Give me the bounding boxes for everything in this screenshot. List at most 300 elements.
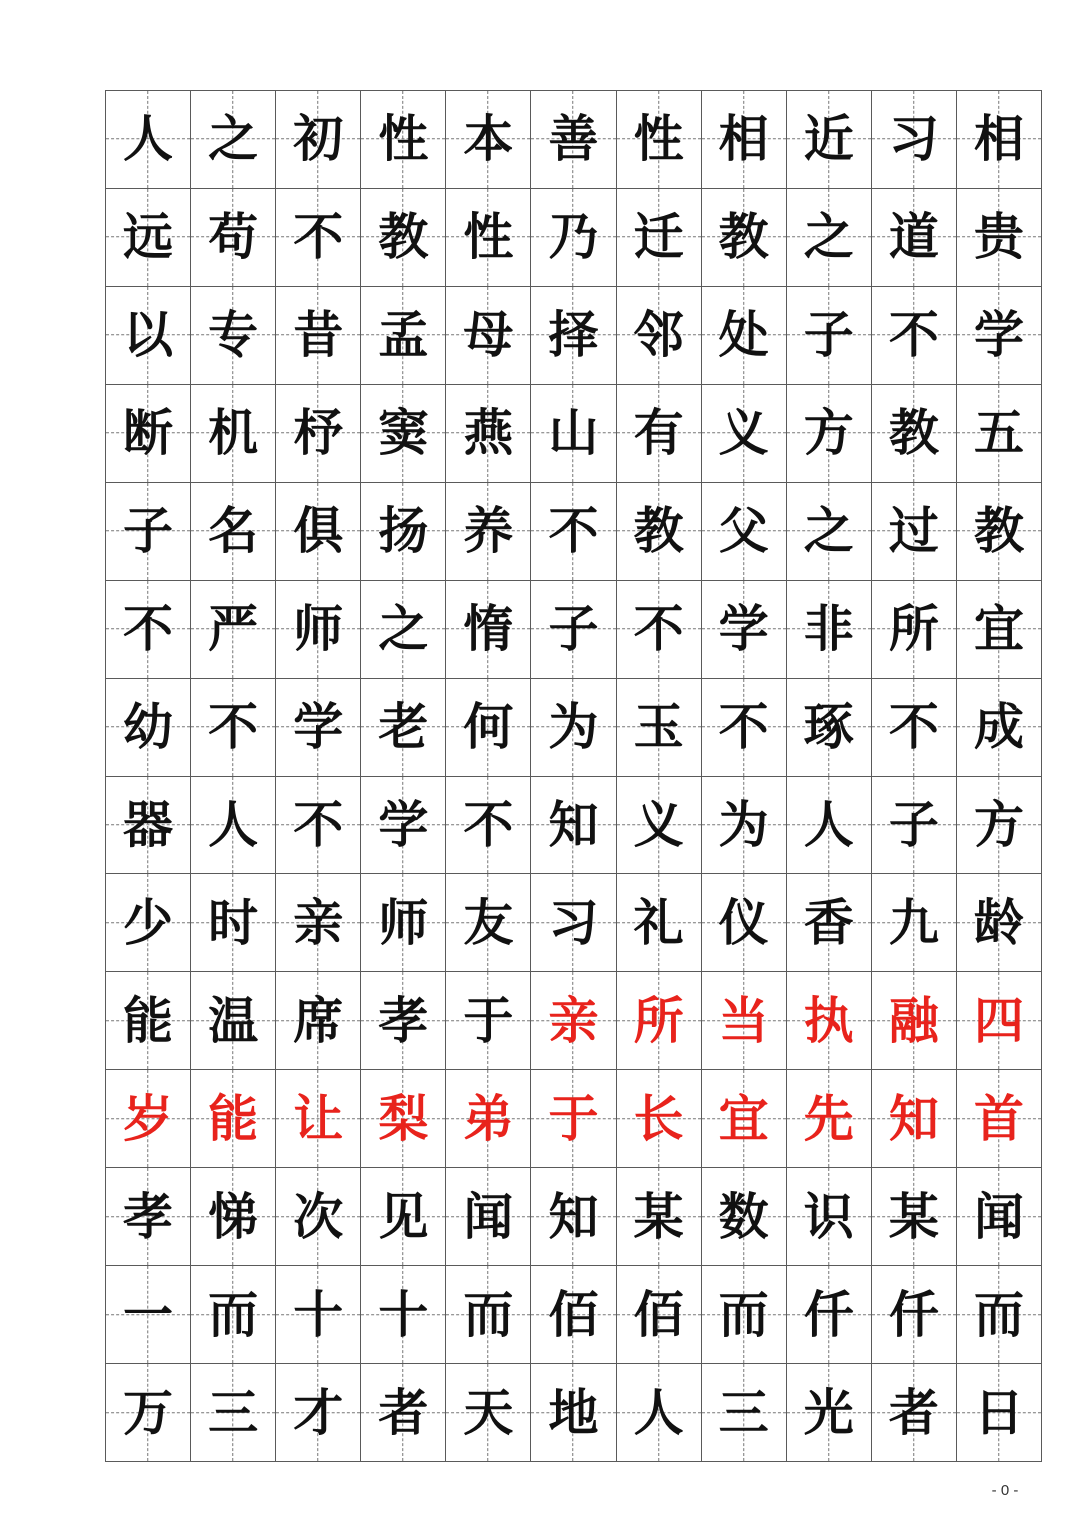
highlighted-character: 亲	[548, 990, 599, 1050]
grid-cell	[446, 581, 531, 679]
character: 母	[463, 305, 514, 365]
character: 知	[548, 1186, 599, 1246]
grid-cell	[361, 581, 446, 679]
grid-cell	[957, 679, 1042, 777]
grid-cell	[531, 91, 616, 189]
grid-cell	[787, 581, 872, 679]
grid-cell	[617, 483, 702, 581]
grid-cell	[276, 679, 361, 777]
character: 相	[973, 109, 1024, 169]
grid-cell	[787, 91, 872, 189]
character: 不	[888, 305, 939, 365]
grid-cell	[106, 581, 191, 679]
character: 天	[463, 1382, 514, 1442]
character: 学	[973, 305, 1024, 365]
grid-cell	[276, 287, 361, 385]
character: 养	[463, 501, 514, 561]
page-number: - 0 -	[991, 1482, 1019, 1499]
character: 不	[208, 697, 259, 757]
character: 师	[378, 892, 429, 952]
character: 性	[633, 109, 684, 169]
character: 义	[718, 403, 769, 463]
character: 扬	[378, 501, 429, 561]
character: 少	[123, 892, 174, 952]
grid-cell	[872, 1168, 957, 1266]
character: 十	[378, 1284, 429, 1344]
character: 某	[633, 1186, 684, 1246]
grid-cell	[787, 483, 872, 581]
character: 亲	[293, 892, 344, 952]
character: 于	[463, 990, 514, 1050]
grid-cell	[276, 1070, 361, 1168]
grid-cell	[361, 1168, 446, 1266]
character: 光	[803, 1382, 854, 1442]
character: 性	[378, 109, 429, 169]
character: 仟	[803, 1284, 854, 1344]
character: 有	[633, 403, 684, 463]
grid-cell	[531, 287, 616, 385]
character: 子	[803, 305, 854, 365]
highlighted-character: 宜	[718, 1088, 769, 1148]
character: 成	[973, 697, 1024, 757]
grid-cell	[361, 777, 446, 875]
grid-cell	[617, 1168, 702, 1266]
grid-cell	[361, 1266, 446, 1364]
grid-cell	[957, 91, 1042, 189]
character: 席	[293, 990, 344, 1050]
grid-cell	[872, 385, 957, 483]
character: 所	[888, 599, 939, 659]
grid-cell	[702, 1070, 787, 1168]
character: 俱	[293, 501, 344, 561]
grid-cell	[957, 385, 1042, 483]
grid-cell	[106, 1070, 191, 1168]
grid-cell	[787, 1168, 872, 1266]
character: 严	[208, 599, 259, 659]
grid-cell	[957, 1364, 1042, 1462]
character: 相	[718, 109, 769, 169]
character: 地	[548, 1382, 599, 1442]
character: 初	[293, 109, 344, 169]
highlighted-character: 融	[888, 990, 939, 1050]
highlighted-character: 四	[973, 990, 1024, 1050]
grid-cell	[191, 777, 276, 875]
grid-cell	[106, 189, 191, 287]
grid-cell	[106, 483, 191, 581]
character: 习	[548, 892, 599, 952]
character: 十	[293, 1284, 344, 1344]
grid-cell	[531, 874, 616, 972]
highlighted-character: 梨	[378, 1088, 429, 1148]
character: 友	[463, 892, 514, 952]
grid-cell	[787, 385, 872, 483]
character: 近	[803, 109, 854, 169]
grid-cell	[702, 874, 787, 972]
character: 本	[463, 109, 514, 169]
grid-cell	[191, 189, 276, 287]
grid-cell	[872, 287, 957, 385]
grid-cell	[191, 287, 276, 385]
character: 日	[973, 1382, 1024, 1442]
highlighted-character: 先	[803, 1088, 854, 1148]
grid-cell	[361, 483, 446, 581]
character: 教	[718, 207, 769, 267]
character: 师	[293, 599, 344, 659]
grid-cell	[276, 874, 361, 972]
grid-cell	[446, 972, 531, 1070]
character: 名	[208, 501, 259, 561]
character: 数	[718, 1186, 769, 1246]
grid-cell	[361, 972, 446, 1070]
character: 窦	[378, 403, 429, 463]
character: 性	[463, 207, 514, 267]
highlighted-character: 弟	[463, 1088, 514, 1148]
character: 次	[293, 1186, 344, 1246]
character: 之	[378, 599, 429, 659]
character: 苟	[208, 207, 259, 267]
grid-cell	[531, 1070, 616, 1168]
grid-cell	[617, 1070, 702, 1168]
character: 子	[123, 501, 174, 561]
character: 山	[548, 403, 599, 463]
character: 学	[378, 794, 429, 854]
character: 五	[973, 403, 1024, 463]
grid-cell	[276, 189, 361, 287]
character: 老	[378, 697, 429, 757]
character: 仟	[888, 1284, 939, 1344]
grid-cell	[957, 1070, 1042, 1168]
grid-cell	[446, 1168, 531, 1266]
grid-cell	[276, 91, 361, 189]
grid-cell	[702, 581, 787, 679]
character: 才	[293, 1382, 344, 1442]
character: 时	[208, 892, 259, 952]
character: 处	[718, 305, 769, 365]
highlighted-character: 于	[548, 1088, 599, 1148]
grid-cell	[531, 1364, 616, 1462]
character: 者	[888, 1382, 939, 1442]
character: 择	[548, 305, 599, 365]
grid-cell	[957, 972, 1042, 1070]
character: 知	[548, 794, 599, 854]
character: 教	[633, 501, 684, 561]
character: 之	[803, 501, 854, 561]
grid-cell	[361, 679, 446, 777]
character: 惰	[463, 599, 514, 659]
grid-cell	[617, 874, 702, 972]
character: 习	[888, 109, 939, 169]
grid-cell	[191, 874, 276, 972]
character: 闻	[973, 1186, 1024, 1246]
character: 不	[633, 599, 684, 659]
character: 不	[718, 697, 769, 757]
grid-cell	[531, 483, 616, 581]
grid-cell	[191, 1168, 276, 1266]
grid-cell	[702, 1168, 787, 1266]
character: 者	[378, 1382, 429, 1442]
character: 不	[888, 697, 939, 757]
grid-cell	[191, 679, 276, 777]
grid-cell	[106, 1266, 191, 1364]
highlighted-character: 能	[208, 1088, 259, 1148]
character: 宜	[973, 599, 1024, 659]
grid-cell	[191, 1364, 276, 1462]
grid-cell	[106, 972, 191, 1070]
grid-cell	[787, 287, 872, 385]
character: 礼	[633, 892, 684, 952]
grid-cell	[106, 777, 191, 875]
grid-cell	[446, 91, 531, 189]
character: 仪	[718, 892, 769, 952]
grid-cell	[872, 189, 957, 287]
grid-cell	[957, 1168, 1042, 1266]
character: 义	[633, 794, 684, 854]
character: 机	[208, 403, 259, 463]
grid-cell	[531, 679, 616, 777]
grid-cell	[957, 874, 1042, 972]
grid-cell	[361, 189, 446, 287]
highlighted-character: 首	[973, 1088, 1024, 1148]
grid-cell	[106, 91, 191, 189]
character: 而	[718, 1284, 769, 1344]
grid-cell	[787, 777, 872, 875]
grid-cell	[617, 581, 702, 679]
grid-cell	[702, 1364, 787, 1462]
grid-cell	[617, 972, 702, 1070]
highlighted-character: 执	[803, 990, 854, 1050]
grid-cell	[191, 385, 276, 483]
character: 方	[973, 794, 1024, 854]
character: 闻	[463, 1186, 514, 1246]
grid-cell	[872, 581, 957, 679]
character: 佰	[633, 1284, 684, 1344]
grid-cell	[702, 483, 787, 581]
character: 善	[548, 109, 599, 169]
character: 教	[378, 207, 429, 267]
character: 不	[123, 599, 174, 659]
character: 龄	[973, 892, 1024, 952]
character: 燕	[463, 403, 514, 463]
grid-cell	[191, 581, 276, 679]
character: 乃	[548, 207, 599, 267]
grid-cell	[787, 679, 872, 777]
grid-cell	[872, 1364, 957, 1462]
grid-cell	[276, 385, 361, 483]
grid-cell	[361, 1070, 446, 1168]
grid-cell	[276, 581, 361, 679]
grid-cell	[617, 679, 702, 777]
grid-cell	[446, 679, 531, 777]
grid-cell	[191, 972, 276, 1070]
grid-cell	[617, 385, 702, 483]
character: 佰	[548, 1284, 599, 1344]
grid-cell	[617, 1266, 702, 1364]
character: 玉	[633, 697, 684, 757]
grid-cell	[702, 1266, 787, 1364]
character: 昔	[293, 305, 344, 365]
character: 三	[208, 1382, 259, 1442]
grid-cell	[106, 1364, 191, 1462]
character: 识	[803, 1186, 854, 1246]
character: 能	[123, 990, 174, 1050]
grid-cell	[702, 91, 787, 189]
character: 而	[463, 1284, 514, 1344]
grid-cell	[446, 1266, 531, 1364]
grid-cell	[702, 777, 787, 875]
character: 人	[208, 794, 259, 854]
grid-cell	[276, 483, 361, 581]
character: 迁	[633, 207, 684, 267]
highlighted-character: 长	[633, 1088, 684, 1148]
grid-cell	[276, 1266, 361, 1364]
character: 子	[548, 599, 599, 659]
grid-cell	[446, 287, 531, 385]
grid-cell	[617, 189, 702, 287]
character: 悌	[208, 1186, 259, 1246]
highlighted-character: 知	[888, 1088, 939, 1148]
character: 专	[208, 305, 259, 365]
highlighted-character: 岁	[123, 1088, 174, 1148]
character: 不	[463, 794, 514, 854]
character: 邻	[633, 305, 684, 365]
grid-cell	[702, 385, 787, 483]
grid-cell	[957, 189, 1042, 287]
grid-cell	[787, 189, 872, 287]
grid-cell	[446, 483, 531, 581]
highlighted-character: 所	[633, 990, 684, 1050]
character: 远	[123, 207, 174, 267]
grid-cell	[531, 385, 616, 483]
grid-cell	[702, 972, 787, 1070]
character: 贵	[973, 207, 1024, 267]
character: 人	[803, 794, 854, 854]
character: 教	[973, 501, 1024, 561]
character: 道	[888, 207, 939, 267]
grid-cell	[106, 874, 191, 972]
grid-cell	[531, 777, 616, 875]
grid-cell	[361, 287, 446, 385]
grid-cell	[106, 287, 191, 385]
character: 见	[378, 1186, 429, 1246]
character: 一	[123, 1284, 174, 1344]
grid-cell	[872, 91, 957, 189]
character: 某	[888, 1186, 939, 1246]
grid-cell	[191, 91, 276, 189]
grid-cell	[872, 679, 957, 777]
grid-cell	[617, 287, 702, 385]
character: 九	[888, 892, 939, 952]
character: 琢	[803, 697, 854, 757]
character: 何	[463, 697, 514, 757]
grid-cell	[276, 972, 361, 1070]
grid-cell	[787, 874, 872, 972]
grid-cell	[361, 385, 446, 483]
grid-cell	[191, 1266, 276, 1364]
character: 而	[208, 1284, 259, 1344]
grid-cell	[787, 972, 872, 1070]
grid-cell	[446, 385, 531, 483]
character: 不	[293, 207, 344, 267]
grid-cell	[276, 777, 361, 875]
grid-cell	[872, 483, 957, 581]
grid-cell	[446, 1070, 531, 1168]
character: 香	[803, 892, 854, 952]
character: 不	[548, 501, 599, 561]
grid-cell	[531, 581, 616, 679]
grid-cell	[361, 874, 446, 972]
grid-cell	[106, 1168, 191, 1266]
character: 孝	[123, 1186, 174, 1246]
character: 三	[718, 1382, 769, 1442]
character: 之	[803, 207, 854, 267]
grid-cell	[446, 874, 531, 972]
character: 人	[123, 109, 174, 169]
character: 为	[718, 794, 769, 854]
grid-cell	[446, 777, 531, 875]
grid-cell	[191, 1070, 276, 1168]
character: 学	[718, 599, 769, 659]
character: 教	[888, 403, 939, 463]
grid-cell	[191, 483, 276, 581]
character: 以	[123, 305, 174, 365]
grid-cell	[617, 1364, 702, 1462]
grid-cell	[617, 777, 702, 875]
grid-cell	[872, 1070, 957, 1168]
character: 幼	[123, 697, 174, 757]
grid-cell	[702, 679, 787, 777]
grid-cell	[787, 1266, 872, 1364]
grid-cell	[957, 287, 1042, 385]
character: 杼	[293, 403, 344, 463]
character: 温	[208, 990, 259, 1050]
grid-cell	[531, 1168, 616, 1266]
grid-cell	[872, 1266, 957, 1364]
grid-cell	[787, 1070, 872, 1168]
character: 为	[548, 697, 599, 757]
grid-cell	[957, 483, 1042, 581]
grid-cell	[361, 91, 446, 189]
character: 父	[718, 501, 769, 561]
character: 孟	[378, 305, 429, 365]
grid-cell	[957, 777, 1042, 875]
character: 学	[293, 697, 344, 757]
grid-cell	[957, 1266, 1042, 1364]
character: 不	[293, 794, 344, 854]
grid-cell	[361, 1364, 446, 1462]
grid-cell	[787, 1364, 872, 1462]
grid-cell	[446, 189, 531, 287]
grid-cell	[957, 581, 1042, 679]
grid-cell	[531, 1266, 616, 1364]
grid-cell	[702, 287, 787, 385]
grid-cell	[617, 91, 702, 189]
grid-cell	[276, 1364, 361, 1462]
character: 器	[123, 794, 174, 854]
character: 非	[803, 599, 854, 659]
grid-cell	[702, 189, 787, 287]
grid-cell	[531, 972, 616, 1070]
grid-cell	[106, 679, 191, 777]
character-grid	[105, 90, 1042, 1462]
character: 人	[633, 1382, 684, 1442]
grid-cell	[106, 385, 191, 483]
grid-cell	[872, 777, 957, 875]
character: 万	[123, 1382, 174, 1442]
grid-cell	[872, 972, 957, 1070]
highlighted-character: 让	[293, 1088, 344, 1148]
highlighted-character: 当	[718, 990, 769, 1050]
character: 方	[803, 403, 854, 463]
